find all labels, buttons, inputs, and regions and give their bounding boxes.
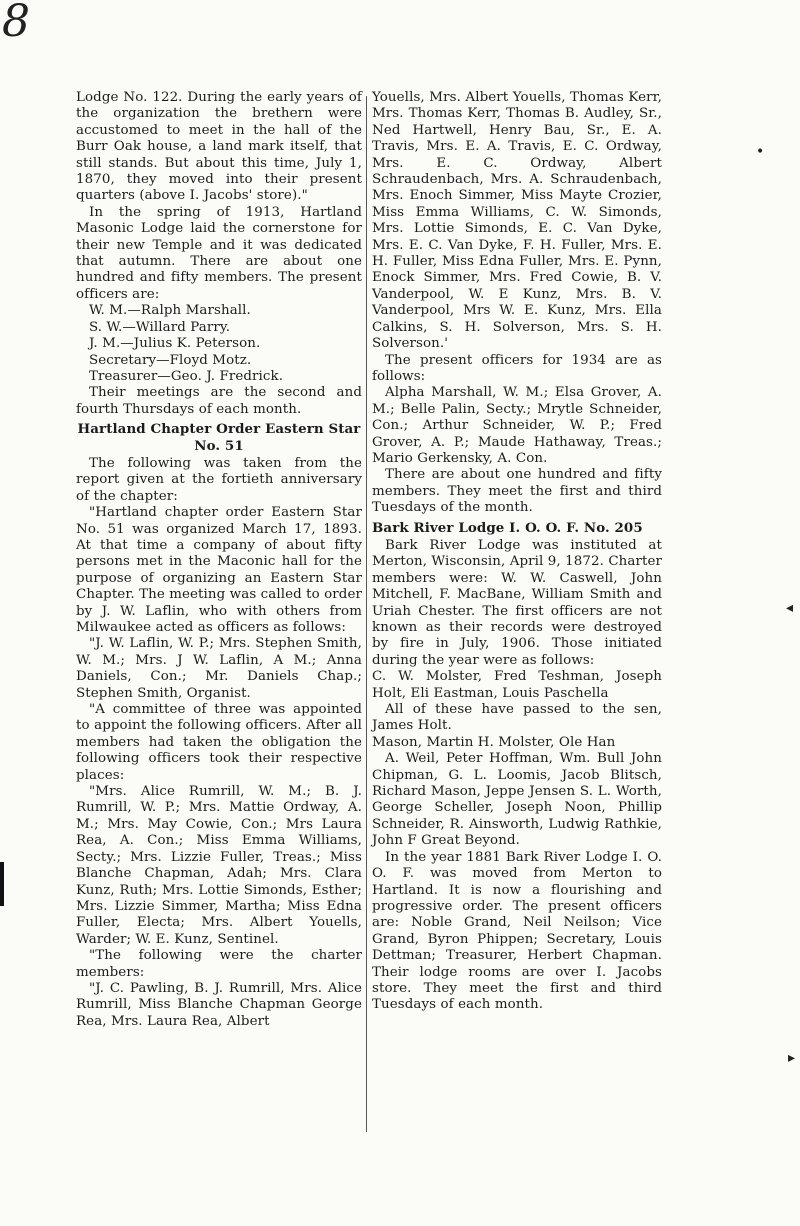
paragraph: "The following were the charter members: xyxy=(76,948,362,980)
paragraph: Bark River Lodge was instituted at Merton, Wisconsin, April 9, 1872. Charter members were: W. W. Caswell, John Mitchell, F. MacBane, William Smith and Uriah Chester. The first officers are not known as their records were destroyed by fire in July, 1906. Those initiated during the year were as follows: xyxy=(372,537,662,668)
scan-speck: ▸ xyxy=(788,1050,796,1066)
left-column xyxy=(76,90,362,1030)
paragraph: The present officers for 1934 are as follows: xyxy=(372,352,662,384)
section-heading: Hartland Chapter Order Eastern Star No. 51 xyxy=(77,421,361,454)
page-number: 8 xyxy=(2,0,30,47)
paragraph: "J. W. Laflin, W. P.; Mrs. Stephen Smith, W. M.; Mrs. J W. Laflin, A M.; Anna Daniels, Con.; Mr. Daniels Chap.; Stephen Smith, Organist. xyxy=(76,636,362,701)
paragraph: In the year 1881 Bark River Lodge I. O. O. F. was moved from Merton to Hartland. It is now a flourishing and progressive order. The present officers are: Noble Grand, Neil Neilson; Vice Grand, Byron Phippen; Secretary, Louis Dettman; Treasurer, Herbert Chapman. Their lodge rooms are over I. Jacobs store. They meet the first and third Tuesdays of each month. xyxy=(372,849,662,1013)
paragraph: Secretary—Floyd Motz. xyxy=(89,352,252,368)
paragraph: S. W.—Willard Parry. xyxy=(89,319,231,335)
scan-speck: ◂ xyxy=(786,600,794,616)
paragraph: The following was taken from the report given at the fortieth anniversary of the chapter: xyxy=(76,455,362,504)
paragraph: "A committee of three was appointed to appoint the following officers. After all members had taken the obligation the following officers took their respective places: xyxy=(76,702,362,783)
paragraph: A. Weil, Peter Hoffman, Wm. Bull John Chipman, G. L. Loomis, Jacob Blitsch, Richard Mason, Jeppe Jensen S. L. Worth, George Scheller, Joseph Noon, Phillip Schneider, R. Ainsworth, Ludwig Rathkie, John F Great Beyond. xyxy=(372,751,662,849)
paragraph: Treasurer—Geo. J. Fredrick. xyxy=(89,368,284,384)
paragraph: Alpha Marshall, W. M.; Elsa Grover, A. M.; Belle Palin, Secty.; Mrytle Schneider, Con.; Arthur Schneider, W. P.; Fred Grover, A. P.; Maude Hathaway, Treas.; Mario Gerkensky, A. Con. xyxy=(372,385,662,466)
paragraph: "J. C. Pawling, B. J. Rumrill, Mrs. Alice Rumrill, Miss Blanche Chapman George Rea, Mrs. Laura Rea, Albert xyxy=(76,980,362,1029)
paragraph: "Hartland chapter order Eastern Star No. 51 was organized March 17, 1893. At that time a company of about fifty persons met in the Maconic hall for the purpose of organizing an Eastern Star Chapter. The meeting was called to order by J. W. Laflin, who with others from Milwaukee acted as officers as follows: xyxy=(76,505,363,635)
paragraph: There are about one hundred and fifty members. They meet the first and third Tuesdays of the month. xyxy=(372,467,662,516)
column-divider xyxy=(366,96,367,1132)
paragraph: Youells, Mrs. Albert Youells, Thomas Kerr, Mrs. Thomas Kerr, Thomas B. Audley, Sr., Ned Hartwell, Henry Bau, Sr., E. A. Travis, Mrs. E. A. Travis, E. C. Ordway, Mrs. E. C. Ordway, Albert Schraudenbach, Mrs. A. Schraudenbach, Mrs. Enoch Simmer, Miss Mayte Crozier, Miss Emma Williams, C. W. Simonds, Mrs. Lottie Simonds, E. C. Van Dyke, Mrs. E. C. Van Dyke, F. H. Fuller, Mrs. E. H. Fuller, Miss Edna Fuller, Mrs. E. Pynn, Enock Simmer, Mrs. Fred Cowie, B. V. Vanderpool, W. E Kunz, Mrs. B. V. Vanderpool, Mrs W. E. Kunz, Mrs. Ella Calkins, S. H. Solverson, Mrs. S. H. Solverson.' xyxy=(372,90,662,352)
scan-speck: • xyxy=(756,144,765,160)
paragraph: J. M.—Julius K. Peterson. xyxy=(89,336,261,352)
paragraph: Their meetings are the second and fourth Thursdays of each month. xyxy=(76,385,362,417)
paragraph: C. W. Molster, Fred Teshman, Joseph Holt, Eli Eastman, Louis Paschella xyxy=(372,669,662,701)
paragraph: Lodge No. 122. During the early years of the organization the brethern were accustomed to meet in the hall of the Burr Oak house, a land mark itself, that still stands. But about this time, July 1, 1870, they moved into their present quarters (above I. Jacobs' store)." xyxy=(76,90,362,204)
paragraph: In the spring of 1913, Hartland Masonic Lodge laid the cornerstone for their new Temple and it was dedicated that autumn. There are about one hundred and fifty members. The present officers are: xyxy=(76,204,362,302)
paragraph: All of these have passed to the sen, James Holt. xyxy=(372,702,662,734)
paragraph: "Mrs. Alice Rumrill, W. M.; B. J. Rumrill, W. P.; Mrs. Mattie Ordway, A. M.; Mrs. May Cowie, Con.; Mrs Laura Rea, A. Con.; Miss Emma Williams, Secty.; Mrs. Lizzie Fuller, Treas.; Miss Blanche Chapman, Adah; Mrs. Clara Kunz, Ruth; Mrs. Lottie Simonds, Esther; Mrs. Lizzie Simmer, Martha; Miss Edna Fuller, Electa; Mrs. Albert Youells, Warder; W. E. Kunz, Sentinel. xyxy=(76,784,362,947)
right-column xyxy=(372,90,662,1014)
paragraph: Mason, Martin H. Molster, Ole Han xyxy=(372,734,616,750)
section-heading: Bark River Lodge I. O. O. F. No. 205 xyxy=(372,519,643,536)
scan-edge-mark xyxy=(0,862,4,906)
paragraph: W. M.—Ralph Marshall. xyxy=(89,303,251,319)
